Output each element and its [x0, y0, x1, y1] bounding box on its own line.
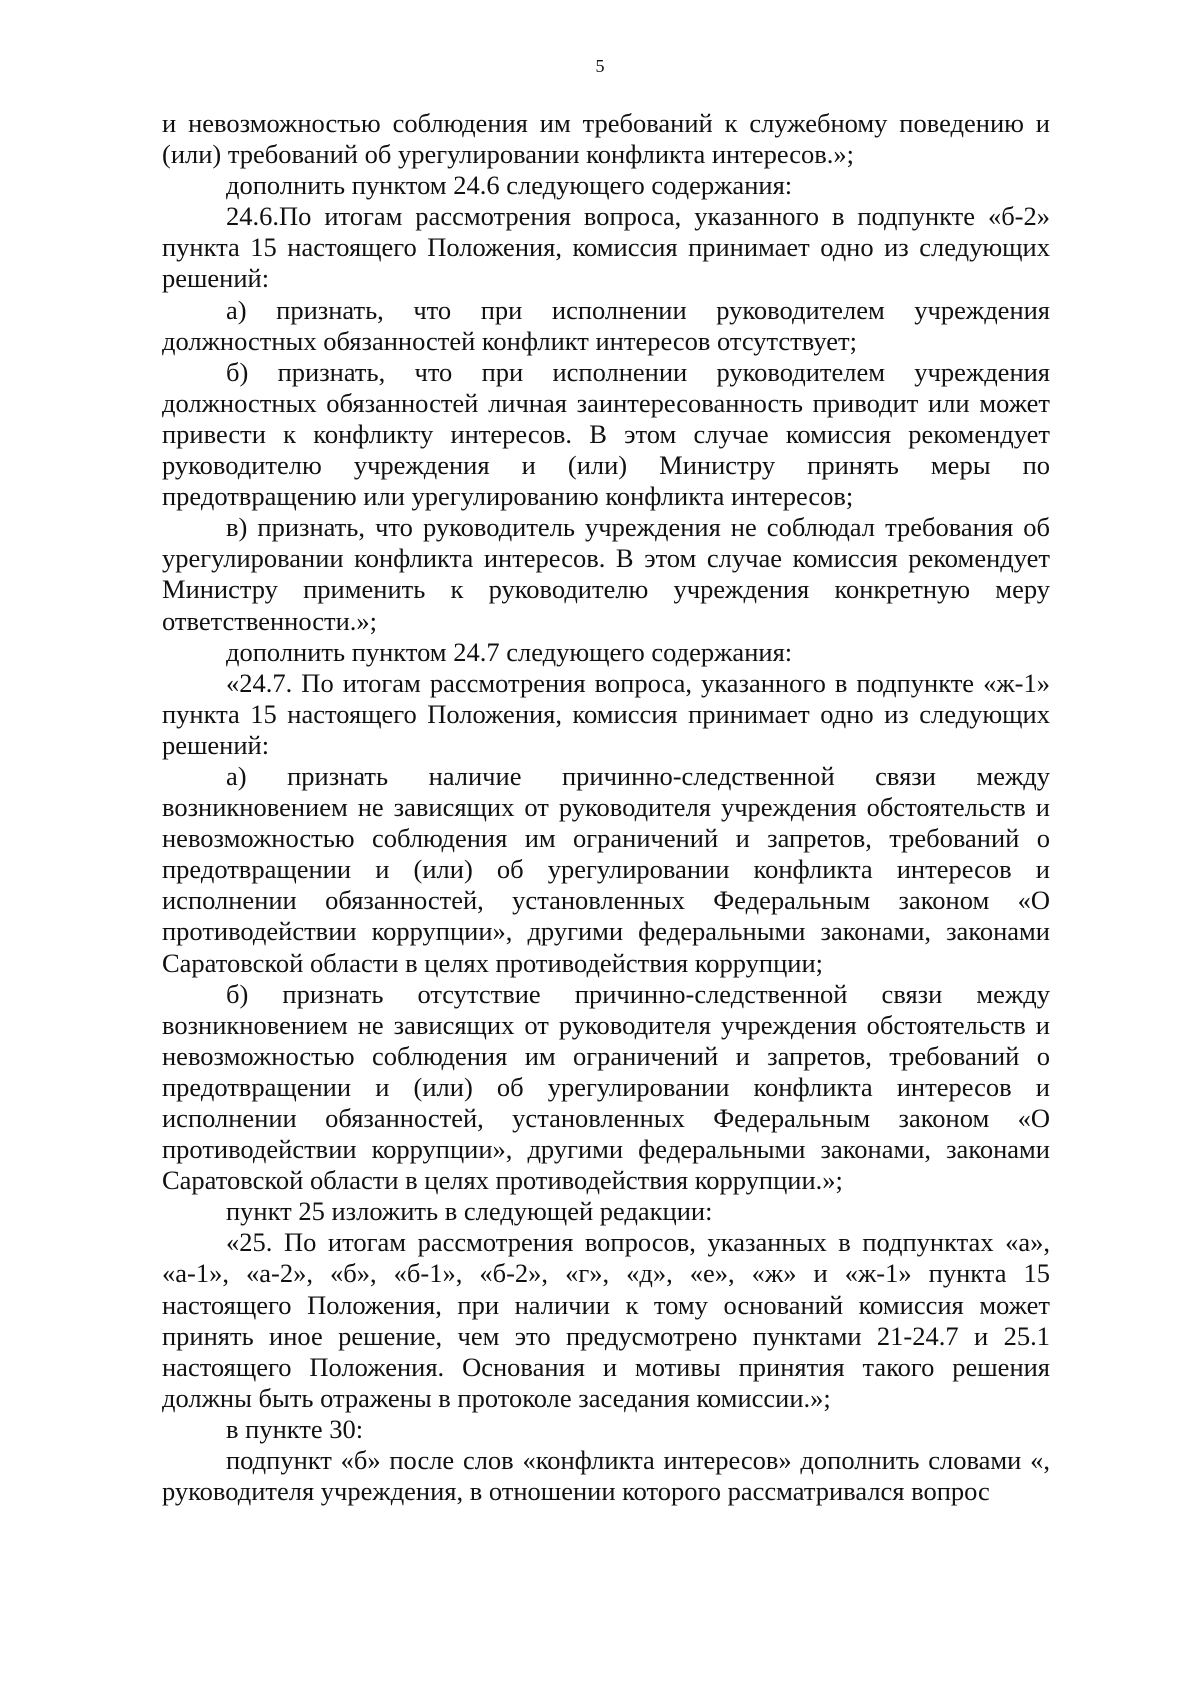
paragraph-add-24-7: дополнить пунктом 24.7 следующего содержания: — [226, 636, 793, 667]
paragraph-24-6-b: б) признать, что при исполнении руководителем учреждения должностных обязанностей личная заинтересованность приводит или может привести к конфликту интересов. В этом случае комиссия рекомендует руководителю учреждения и (или) Министру принять меры по предотвращению или урегулированию конфликта интересов; — [162, 356, 1050, 512]
page-number: 5 — [595, 56, 605, 76]
paragraph-add-24-6: дополнить пунктом 24.6 следующего содержания: — [226, 170, 793, 201]
paragraph-24-7-a: а) признать наличие причинно-следственной связи между возникновением не зависящих от руководителя учреждения обстоятельств и невозможностью соблюдения им ограничений и запретов, требований о предотвращении и (или) об урегулировании конфликта интересов и исполнении обязанностей, установленных Федеральным законом «О противодействии коррупции», другими федеральными законами, законами Саратовской области в целях противодействия коррупции; — [162, 760, 1050, 978]
paragraph-continuation: и невозможностью соблюдения им требований к служебному поведению и (или) требований об урегулировании конфликта интересов.»; — [162, 108, 1050, 170]
paragraph-24-6: 24.6.По итогам рассмотрения вопроса, указанного в подпункте «б-2» пункта 15 настоящего Положения, комиссия принимает одно из следующих решений: — [162, 201, 1050, 294]
paragraph-24-6-v: в) признать, что руководитель учреждения не соблюдал требования об урегулировании конфликта интересов. В этом случае комиссия рекомендует Министру применить к руководителю учреждения конкретную меру ответственности.»; — [162, 512, 1050, 636]
document-body — [162, 108, 1050, 1507]
paragraph-point-25-intro: пункт 25 изложить в следующей редакции: — [226, 1196, 713, 1227]
paragraph-24-7-b: б) признать отсутствие причинно-следственной связи между возникновением не зависящих от руководителя учреждения обстоятельств и невозможностью соблюдения им ограничений и запретов, требований о предотвращении и (или) об урегулировании конфликта интересов и исполнении обязанностей, установленных Федеральным законом «О противодействии коррупции», другими федеральными законами, законами Саратовской области в целях противодействия коррупции.»; — [162, 978, 1050, 1196]
paragraph-point-30: в пункте 30: — [226, 1413, 364, 1444]
paragraph-point-25: «25. По итогам рассмотрения вопросов, указанных в подпунктах «а», «а-1», «а-2», «б», «б-1», «б-2», «г», «д», «е», «ж» и «ж-1» пункта 15 настоящего Положения, при наличии к тому оснований комиссия может принять иное решение, чем это предусмотрено пунктами 21-24.7 и 25.1 настоящего Положения. Основания и мотивы принятия такого решения должны быть отражены в протоколе заседания комиссии.»; — [162, 1227, 1050, 1413]
paragraph-24-7: «24.7. По итогам рассмотрения вопроса, указанного в подпункте «ж-1» пункта 15 настоящего Положения, комиссия принимает одно из следующих решений: — [162, 667, 1050, 760]
paragraph-24-6-a: а) признать, что при исполнении руководителем учреждения должностных обязанностей конфликт интересов отсутствует; — [162, 294, 1050, 356]
paragraph-subpoint-b: подпункт «б» после слов «конфликта интересов» дополнить словами «, руководителя учреждения, в отношении которого рассматривался вопрос — [162, 1445, 1050, 1507]
